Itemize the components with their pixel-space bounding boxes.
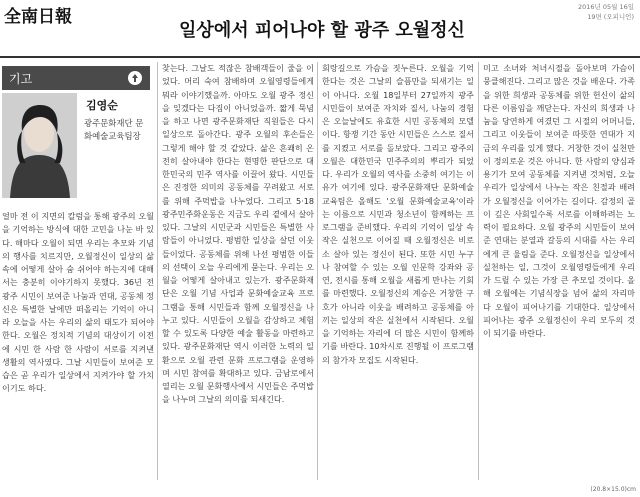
author-name: 김영순 <box>86 99 118 112</box>
issue-date: 2016년 05월 16일 <box>577 3 634 11</box>
article-column-3 <box>322 62 474 482</box>
column-4-text: 미고 소녀와 처녀시절을 돌아보며 가슴이 뭉클해진다. 그리고 많은 것을 배운다. 가족을 위한 희생과 공동체를 위한 헌신이 삶의 다른 이름임을 깨닫는다. 자신의 희생과 나눔을 당연하게 여겼던 그 시절의 어머니들, 그리고 이웃들이 보여준 따뜻한 연대가 지금의 우리를 있게 했다. 거창한 것이 실천만이 정의로운 것은 아니다. 한 사람의 양심과 용기가 모여 공동체를 지켜낸 것처럼, 오늘 우리가 일상에서 나누는 작은 친절과 배려가 오월정신을 이어가는 길이다. 감정의 골이 깊은 사회일수록 서로를 이해하려는 노력이 필요하다. 오월 광주의 시민들이 보여준 연대는 분열과 갈등의 시대를 사는 우리에게 큰 울림을 준다. 오월정신을 일상에서 실천하는 일, 그것이 오월영령들에게 우리가 드릴 수 있는 가장 큰 추모일 것이다. 올해 오월에는 기념식장을 넘어 삶의 자리마다 오월이 피어나기를 기대한다. 일상에서 피어나는 광주 오월정신이 우리 모두의 것이 되기를 바란다. <box>483 63 635 338</box>
article-column-1 <box>2 210 154 478</box>
section-tag-label: 기고 <box>9 72 33 86</box>
article-column-2 <box>162 62 314 482</box>
header-divider <box>0 56 640 58</box>
page-section: 19면 (오피니언) <box>587 13 634 21</box>
column-divider <box>157 62 158 480</box>
article-column-4 <box>483 62 635 482</box>
column-1-text: 얼마 전 이 지면의 칼럼을 통해 광주의 오월을 기억하는 방식에 대한 고민을 나눈 바 있다. 해마다 오월이 되면 우리는 추모와 기념의 행사를 치르지만, 오월정신이 일상의 삶 속에 어떻게 살아 숨 쉬어야 하는지에 대해서는 충분히 이야기하지 못했다. 36년 전 광주 시민이 보여준 나눔과 연대, 공동체 정신은 특별한 날에만 떠올리는 기억이 아니라 오늘을 사는 우리의 삶의 태도가 되어야 한다. 오월은 정치적 기념의 대상이기 이전에 시민 한 사람 한 사람이 서로를 지켜낸 생활의 역사였다. 그날 시민들이 보여준 모습은 곧 우리가 일상에서 지켜가야 할 가치이기도 하다. <box>2 211 154 394</box>
newspaper-masthead: 全南日報 <box>4 7 72 27</box>
column-2-text: 찾는다. 그날도 적잖은 참배객들이 줄을 이었다. 머리 숙여 참배하며 오월영령들에게 뭐라 이야기했을까. 아마도 오월 광주 정신을 잊겠다는 다짐이 아니었을까. 짧게 묵념을 하고 나면 광주문화재단 직원들은 다시 일상으로 돌아간다. 광주 오월의 후손들은 그렇게 해야 할 것 같았다. 삶은 흔쾌히 온전히 살아내야 한다는 현명한 판단으로 대한민국의 민주 역사를 이끌어 왔다. 시민들은 진정한 의미의 공동체를 꾸려왔고 서로를 위해 주먹밥을 나누었다. 그리고 5·18 광주민주화운동은 지금도 우리 곁에서 살아 있다. 그날의 시민군과 시민들은 특별한 사람들이 아니었다. 평범한 일상을 살던 이웃들이었다. 공동체를 위해 나선 평범한 이들의 선택이 오늘 우리에게 묻는다. 우리는 오월을 어떻게 살아내고 있는가. 광주문화재단은 오월 기념 사업과 문화예술교육 프로그램을 통해 시민들과 함께 오월정신을 나누고 있다. 시민들이 오월을 감상하고 체험할 수 있도록 다양한 예술 활동을 마련하고 있다. 광주문화재단 역시 이러한 노력의 일환으로 오월 관련 문화 프로그램을 운영하며 시민 참여를 확대하고 있다. 금남로에서 열리는 오월 문화행사에서 시민들은 주먹밥을 나누며 그날의 의미를 되새긴다. <box>162 63 314 405</box>
column-3-text: 회랑길으로 가슴을 짓누른다. 오월을 기억한다는 것은 그날의 슬픔만을 되새기는 일이 아니다. 오월 18일부터 27일까지 광주 시민들이 보여준 자치와 질서, 나눔의 경험은 오늘날에도 유효한 시민 공동체의 모델이다. 항쟁 기간 동안 시민들은 스스로 질서를 지켰고 서로를 돌보았다. 그리고 광주의 오월은 대한민국 민주주의의 뿌리가 되었다. 우리가 오월의 역사를 소중히 여기는 이유가 여기에 있다. 광주문화재단 문화예술교육팀은 올해도 '오월 문화예술교육'이라는 이름으로 시민과 청소년이 함께하는 프로그램을 준비했다. 우리의 기억이 일상 속 작은 실천으로 이어질 때 오월정신은 비로소 살아 있는 정신이 된다. 또한 시민 누구나 참여할 수 있는 오월 인문학 강좌와 공연, 전시를 통해 오월을 새롭게 만나는 기회를 마련했다. 오월정신의 계승은 거창한 구호가 아니라 이웃을 배려하고 공동체를 아끼는 일상의 작은 실천에서 시작된다. 오월을 기억하는 자리에 더 많은 시민이 함께하기를 바란다. 10차시로 진행될 이 프로그램의 참가자 모집도 시작된다. <box>322 63 474 365</box>
author-photo <box>2 93 77 198</box>
pen-icon <box>128 71 142 85</box>
dateline <box>578 2 634 22</box>
column-divider <box>317 62 318 480</box>
print-size-code: (20.8×15.0)cm <box>590 486 636 493</box>
author-title: 광주문화재단 문화예술교육팀장 <box>84 118 144 141</box>
column-divider <box>478 62 479 480</box>
article-headline: 일상에서 피어나야 할 광주 오월정신 <box>179 20 465 41</box>
section-tag-bar <box>2 66 150 90</box>
